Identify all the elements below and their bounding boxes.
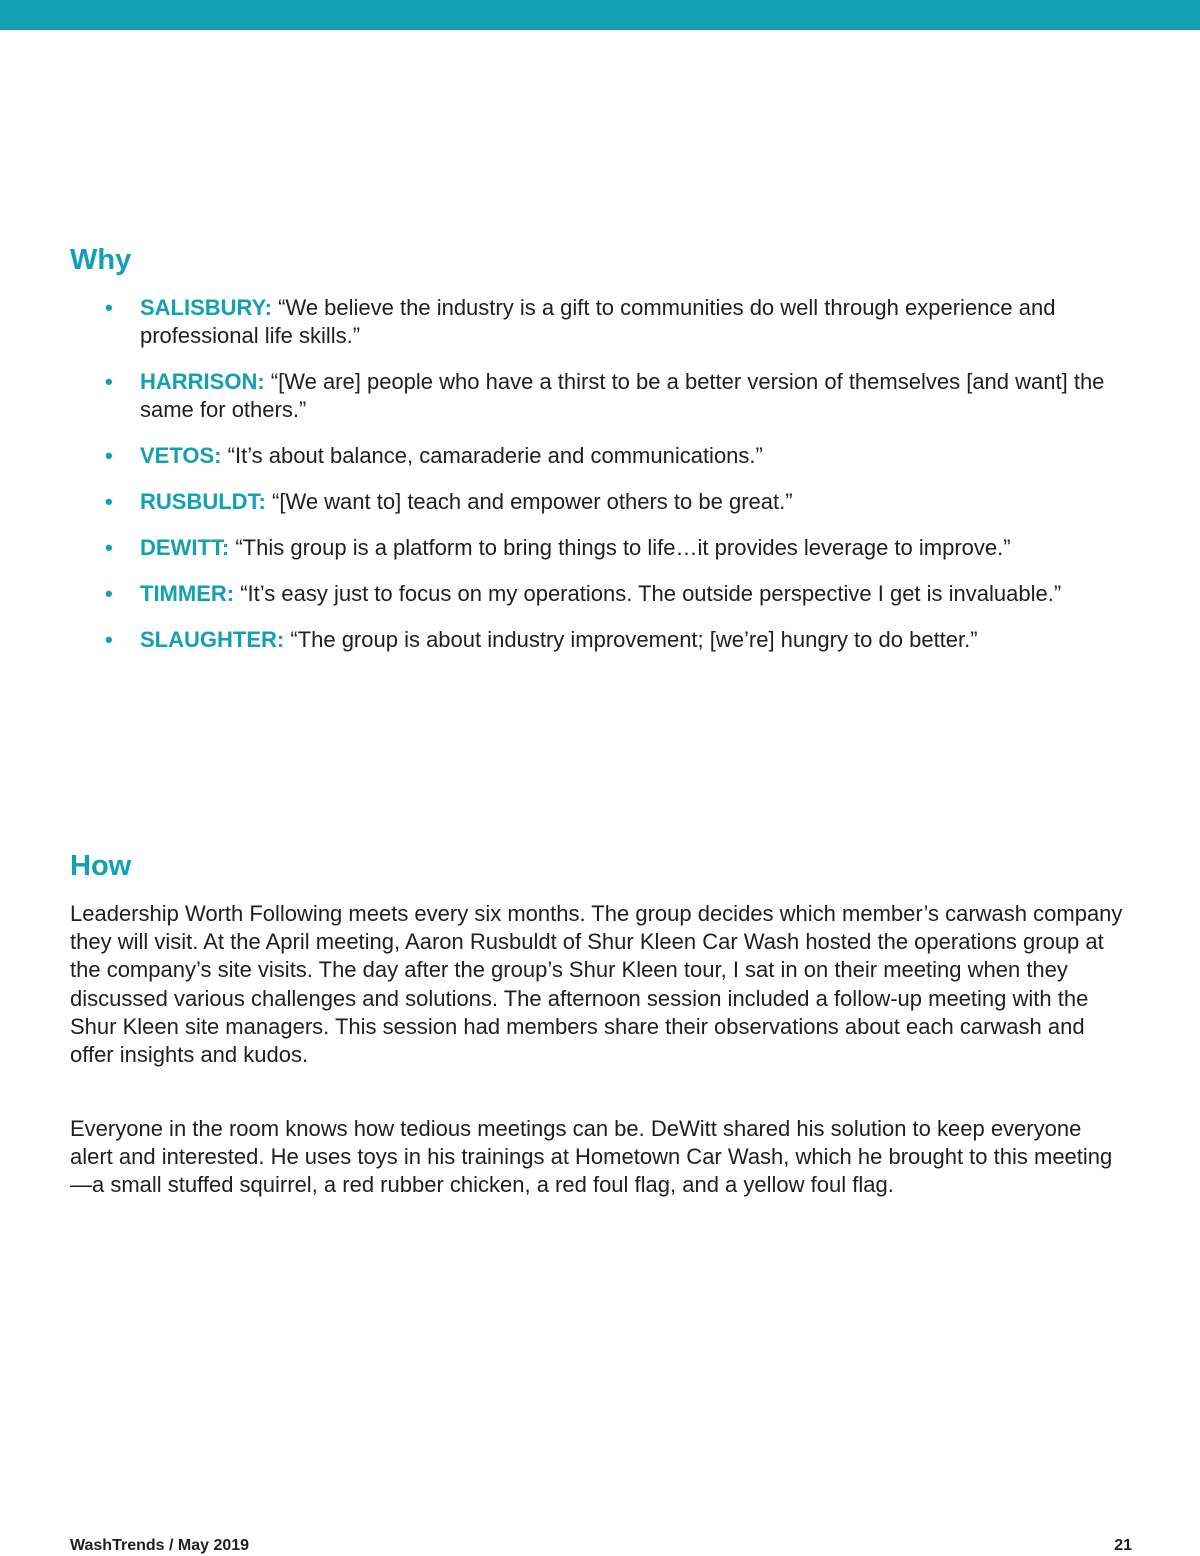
how-paragraph: Leadership Worth Following meets every six months. The group decides which member’s carwash company they will visit. At the April meeting, Aaron Rusbuldt of Shur Kleen Car Wash hosted the operations group at the company’s site visits. The day after the group’s Shur Kleen tour, I sat in on their meeting when they discussed various challenges and solutions. The afternoon session included a follow-up meeting with the Shur Kleen site managers. This session had members share their observations about each carwash and offer insights and kudos. (70, 901, 1123, 1068)
list-item (105, 580, 1130, 608)
bullet-icon: • (105, 443, 113, 468)
speaker-name: VETOS: (140, 443, 222, 468)
bullet-icon: • (105, 295, 113, 320)
bullet-icon: • (105, 369, 113, 394)
page-number: 21 (1114, 1537, 1132, 1554)
quote-text: “We believe the industry is a gift to communities do well through experience and professional life skills.” (140, 295, 1056, 348)
speaker-name: SLAUGHTER: (140, 627, 285, 652)
list-item (105, 534, 1130, 562)
list-item (105, 488, 1130, 516)
quote-text: “[We are] people who have a thirst to be a better version of themselves [and want] the same for others.” (140, 369, 1105, 422)
how-heading: How (70, 850, 132, 882)
why-heading: Why (70, 244, 132, 276)
footer-publication: WashTrends / May 2019 (70, 1537, 250, 1554)
speaker-name: RUSBULDT: (140, 489, 266, 514)
quote-text: “It’s easy just to focus on my operations. The outside perspective I get is invaluable.” (240, 581, 1062, 606)
speaker-name: DEWITT: (140, 535, 230, 560)
list-item (105, 368, 1130, 424)
list-item (105, 626, 1130, 654)
list-item (105, 442, 1130, 470)
bullet-icon: • (105, 581, 113, 606)
how-paragraph: Everyone in the room knows how tedious meetings can be. DeWitt shared his solution to keep everyone alert and interested. He uses toys in his trainings at Hometown Car Wash, which he brought to this meeting—a small stuffed squirrel, a red rubber chicken, a red foul flag, and a yellow foul flag. (70, 1116, 1113, 1198)
why-quote-list (105, 294, 1130, 672)
bullet-icon: • (105, 627, 113, 652)
quote-text: “It’s about balance, camaraderie and communications.” (227, 443, 763, 468)
top-accent-bar (0, 0, 1200, 30)
list-item (105, 294, 1130, 350)
bullet-icon: • (105, 489, 113, 514)
quote-text: “The group is about industry improvement; [we’re] hungry to do better.” (290, 627, 978, 652)
speaker-name: SALISBURY: (140, 295, 272, 320)
quote-text: “This group is a platform to bring things to life…it provides leverage to improve.” (235, 535, 1011, 560)
speaker-name: HARRISON: (140, 369, 265, 394)
quote-text: “[We want to] teach and empower others to be great.” (272, 489, 793, 514)
speaker-name: TIMMER: (140, 581, 235, 606)
bullet-icon: • (105, 535, 113, 560)
